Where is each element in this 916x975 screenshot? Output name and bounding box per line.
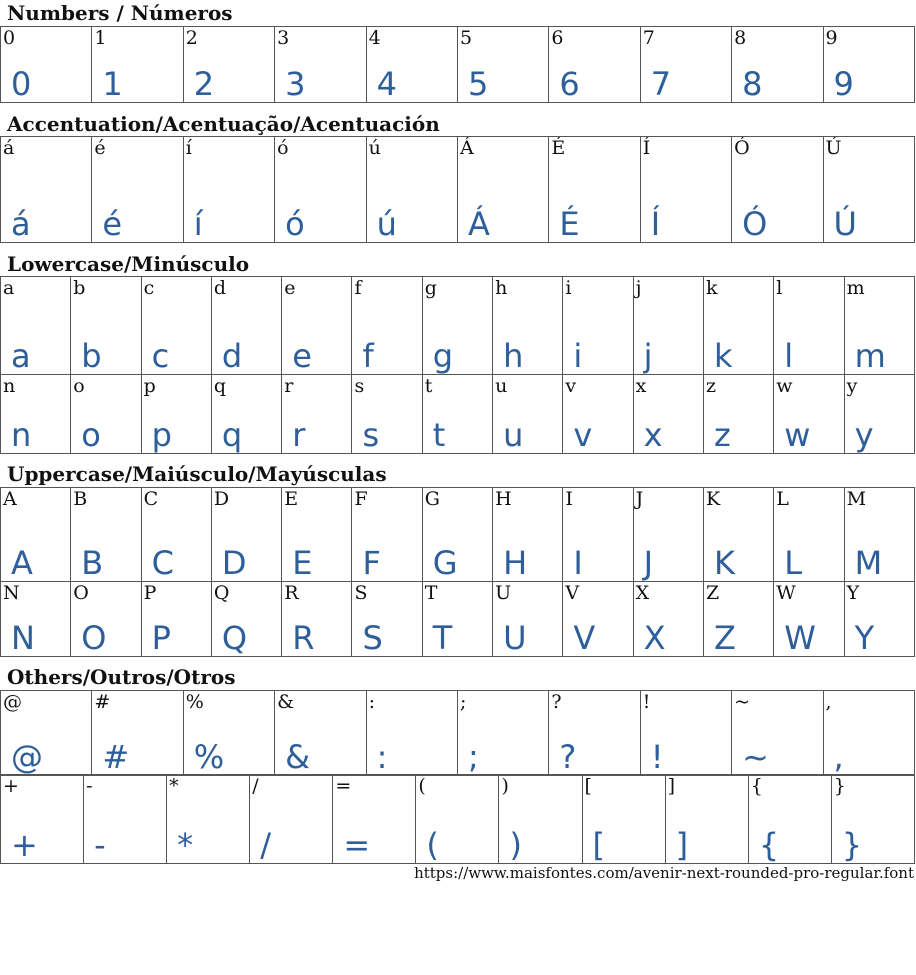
glyph-sample: } xyxy=(841,826,863,864)
glyph-cell xyxy=(633,277,703,375)
character-label: ? xyxy=(551,691,562,713)
character-label: K xyxy=(705,488,721,510)
glyph-sample: V xyxy=(573,619,596,657)
glyph-sample: ? xyxy=(559,738,577,776)
section-title-uppercase: Uppercase/Maiúsculo/Mayúsculas xyxy=(7,462,387,486)
glyph-sample: x xyxy=(643,416,663,454)
character-label: Y xyxy=(846,582,860,604)
glyph-cell xyxy=(823,27,914,103)
glyph-sample: U xyxy=(503,619,527,657)
glyph-sample: S xyxy=(362,619,383,657)
glyph-cell xyxy=(640,137,731,243)
glyph-sample: ! xyxy=(650,738,664,776)
glyph-sample: ; xyxy=(467,738,479,776)
character-label: X xyxy=(635,582,650,604)
character-label: á xyxy=(3,137,15,159)
glyph-sample: í xyxy=(193,205,203,243)
glyph-cell xyxy=(665,775,748,864)
glyph-sample: f xyxy=(362,337,374,375)
glyph-cell xyxy=(633,582,703,657)
glyph-sample: j xyxy=(643,337,653,375)
glyph-cell xyxy=(422,582,492,657)
glyph-sample: 3 xyxy=(285,65,306,103)
glyph-sample: á xyxy=(11,205,31,243)
character-label: Á xyxy=(459,137,474,159)
character-label: n xyxy=(3,375,16,397)
glyph-sample: Q xyxy=(221,619,248,657)
glyph-cell xyxy=(1,691,92,776)
character-label: z xyxy=(705,375,716,397)
glyph-cell xyxy=(71,277,141,375)
character-label: é xyxy=(94,137,106,159)
glyph-cell xyxy=(141,582,211,657)
glyph-cell xyxy=(457,27,548,103)
glyph-cell xyxy=(141,488,211,582)
character-label: a xyxy=(3,277,15,299)
character-label: I xyxy=(565,488,573,510)
character-label: j xyxy=(635,277,642,299)
glyph-cell xyxy=(211,375,281,454)
glyph-sample: l xyxy=(784,337,794,375)
glyph-sample: h xyxy=(503,337,524,375)
glyph-cell xyxy=(92,137,183,243)
glyph-cell xyxy=(563,277,633,375)
glyph-cell xyxy=(493,582,563,657)
glyph-sample: g xyxy=(432,337,454,375)
glyph-sample: ú xyxy=(376,205,397,243)
glyph-cell xyxy=(774,375,844,454)
character-label: T xyxy=(424,582,438,604)
character-label: D xyxy=(213,488,230,510)
glyph-cell xyxy=(183,137,274,243)
glyph-sample: ) xyxy=(509,826,522,864)
glyph-sample: E xyxy=(292,544,313,582)
glyph-cell xyxy=(141,375,211,454)
glyph-cell xyxy=(141,277,211,375)
glyph-sample: e xyxy=(292,337,312,375)
glyph-row xyxy=(1,375,915,454)
section-title-others: Others/Outros/Otros xyxy=(7,665,236,689)
glyph-sample: 5 xyxy=(467,65,489,103)
glyph-sample: 6 xyxy=(559,65,580,103)
character-label: R xyxy=(284,582,299,604)
glyph-cell xyxy=(352,582,422,657)
glyph-cell xyxy=(422,375,492,454)
glyph-sample: F xyxy=(362,544,381,582)
glyph-cell xyxy=(774,277,844,375)
glyph-cell xyxy=(333,775,416,864)
glyph-sample: 2 xyxy=(193,65,215,103)
glyph-cell xyxy=(703,277,773,375)
glyph-sample: W xyxy=(784,619,816,657)
glyph-sample: M xyxy=(854,544,883,582)
character-label: 3 xyxy=(277,27,290,49)
character-label: F xyxy=(354,488,368,510)
glyph-sample: Z xyxy=(713,619,736,657)
glyph-sample: q xyxy=(221,416,243,454)
character-label: - xyxy=(86,775,93,797)
character-label: Í xyxy=(642,137,651,159)
glyph-sample: w xyxy=(784,416,811,454)
glyph-cell xyxy=(71,582,141,657)
glyph-cell xyxy=(549,137,640,243)
character-label: 8 xyxy=(734,27,747,49)
character-label: g xyxy=(424,277,437,299)
glyph-cell xyxy=(844,582,914,657)
section-title-accents: Accentuation/Acentuação/Acentuación xyxy=(7,112,440,136)
section-title-lowercase: Lowercase/Minúsculo xyxy=(7,252,250,276)
character-label: q xyxy=(213,375,227,397)
glyph-cell xyxy=(275,27,366,103)
glyph-sample: 9 xyxy=(833,65,854,103)
glyph-cell xyxy=(831,775,914,864)
glyph-cell xyxy=(352,375,422,454)
glyph-table-accents xyxy=(0,136,915,243)
source-url[interactable]: https://www.maisfontes.com/avenir-next-rounded-pro-regular.font xyxy=(414,864,914,882)
glyph-sample: o xyxy=(81,416,101,454)
glyph-sample: B xyxy=(81,544,104,582)
glyph-sample: Y xyxy=(854,619,875,657)
glyph-sample: 0 xyxy=(11,65,32,103)
glyph-sample: % xyxy=(193,738,225,776)
character-label: i xyxy=(565,277,572,299)
glyph-cell xyxy=(282,277,352,375)
character-label: * xyxy=(169,775,179,797)
character-label: C xyxy=(143,488,159,510)
glyph-sample: s xyxy=(362,416,380,454)
glyph-sample: : xyxy=(376,738,388,776)
glyph-cell xyxy=(250,775,333,864)
glyph-sample: J xyxy=(643,544,654,582)
glyph-cell xyxy=(1,137,92,243)
glyph-cell xyxy=(167,775,250,864)
glyph-sample: K xyxy=(713,544,735,582)
glyph-cell xyxy=(211,488,281,582)
glyph-cell xyxy=(1,375,71,454)
character-label: v xyxy=(565,375,577,397)
glyph-cell xyxy=(549,27,640,103)
glyph-sample: i xyxy=(573,337,583,375)
glyph-cell xyxy=(366,137,457,243)
character-label: 5 xyxy=(459,27,473,49)
glyph-cell xyxy=(1,775,84,864)
character-label: r xyxy=(284,375,294,397)
glyph-cell xyxy=(211,582,281,657)
glyph-sample: R xyxy=(292,619,315,657)
character-label: x xyxy=(635,375,647,397)
glyph-cell xyxy=(183,27,274,103)
glyph-cell xyxy=(493,488,563,582)
character-label: b xyxy=(73,277,86,299)
glyph-cell xyxy=(282,488,352,582)
character-label: É xyxy=(551,137,566,159)
glyph-cell xyxy=(366,27,457,103)
glyph-sample: v xyxy=(573,416,593,454)
glyph-cell xyxy=(71,488,141,582)
character-label: V xyxy=(565,582,580,604)
character-label: 4 xyxy=(368,27,381,49)
glyph-sample: N xyxy=(11,619,35,657)
character-label: ó xyxy=(277,137,289,159)
character-label: = xyxy=(335,775,352,797)
character-label: L xyxy=(776,488,789,510)
glyph-cell xyxy=(275,137,366,243)
glyph-sample: a xyxy=(11,337,31,375)
glyph-sample: & xyxy=(285,738,311,776)
glyph-cell xyxy=(422,277,492,375)
glyph-sample: # xyxy=(102,738,130,776)
glyph-cell xyxy=(457,691,548,776)
glyph-cell xyxy=(774,582,844,657)
character-label: ú xyxy=(368,137,381,159)
glyph-cell xyxy=(563,488,633,582)
glyph-cell xyxy=(493,277,563,375)
glyph-sample: ] xyxy=(675,826,689,864)
character-label: J xyxy=(635,488,644,510)
glyph-sample: n xyxy=(11,416,32,454)
glyph-sample: 1 xyxy=(102,65,123,103)
glyph-sample: = xyxy=(343,826,371,864)
glyph-sample: u xyxy=(503,416,524,454)
glyph-sample: X xyxy=(643,619,666,657)
character-label: 0 xyxy=(3,27,16,49)
glyph-sample: A xyxy=(11,544,33,582)
glyph-row xyxy=(1,27,915,103)
glyph-sample: - xyxy=(94,826,106,864)
glyph-cell xyxy=(703,488,773,582)
glyph-sample: L xyxy=(784,544,803,582)
character-label: H xyxy=(495,488,512,510)
glyph-cell xyxy=(282,582,352,657)
glyph-sample: [ xyxy=(592,826,606,864)
glyph-table-others xyxy=(0,690,915,776)
character-label: ; xyxy=(459,691,467,713)
glyph-sample: É xyxy=(559,205,580,243)
glyph-cell xyxy=(1,27,92,103)
character-label: y xyxy=(846,375,858,397)
glyph-sample: é xyxy=(102,205,123,243)
character-label: c xyxy=(143,277,155,299)
glyph-sample: @ xyxy=(11,738,43,776)
glyph-cell xyxy=(366,691,457,776)
glyph-cell xyxy=(549,691,640,776)
glyph-sample: b xyxy=(81,337,102,375)
character-label: m xyxy=(846,277,865,299)
character-label: ( xyxy=(418,775,426,797)
glyph-cell xyxy=(1,277,71,375)
glyph-cell xyxy=(732,137,823,243)
character-label: 2 xyxy=(185,27,198,49)
glyph-cell xyxy=(71,375,141,454)
glyph-sample: I xyxy=(573,544,583,582)
character-label: s xyxy=(354,375,365,397)
glyph-cell xyxy=(499,775,582,864)
glyph-sample: + xyxy=(11,826,38,864)
character-label: A xyxy=(3,488,17,510)
glyph-sample: 4 xyxy=(376,65,397,103)
glyph-row xyxy=(1,775,915,864)
glyph-sample: / xyxy=(260,826,272,864)
character-label: % xyxy=(185,691,204,713)
glyph-cell xyxy=(416,775,499,864)
character-label: P xyxy=(143,582,157,604)
character-label: [ xyxy=(584,775,592,797)
character-label: 1 xyxy=(94,27,107,49)
character-label: + xyxy=(3,775,19,797)
glyph-cell xyxy=(352,488,422,582)
character-label: 9 xyxy=(825,27,838,49)
character-label: U xyxy=(495,582,512,604)
character-label: d xyxy=(213,277,227,299)
glyph-sample: H xyxy=(503,544,528,582)
character-label: e xyxy=(284,277,296,299)
character-label: : xyxy=(368,691,375,713)
glyph-sample: d xyxy=(221,337,243,375)
glyph-cell xyxy=(1,488,71,582)
glyph-sample: t xyxy=(432,416,446,454)
glyph-cell xyxy=(703,375,773,454)
section-title-numbers: Numbers / Números xyxy=(7,1,233,25)
glyph-sample: c xyxy=(151,337,170,375)
glyph-row xyxy=(1,488,915,582)
character-label: w xyxy=(776,375,793,397)
glyph-cell xyxy=(823,691,914,776)
glyph-sample: G xyxy=(432,544,458,582)
glyph-cell xyxy=(844,277,914,375)
character-label: Q xyxy=(213,582,230,604)
glyph-sample: z xyxy=(713,416,731,454)
glyph-sample: Ú xyxy=(833,205,857,243)
character-label: o xyxy=(73,375,85,397)
glyph-cell xyxy=(844,488,914,582)
character-label: , xyxy=(825,691,832,713)
glyph-cell xyxy=(92,691,183,776)
glyph-cell xyxy=(422,488,492,582)
glyph-row xyxy=(1,137,915,243)
glyph-cell xyxy=(703,582,773,657)
glyph-sample: ( xyxy=(426,826,439,864)
glyph-cell xyxy=(493,375,563,454)
glyph-cell xyxy=(748,775,831,864)
glyph-sample: { xyxy=(758,826,780,864)
character-label: Ó xyxy=(734,137,750,159)
glyph-row xyxy=(1,582,915,657)
glyph-cell xyxy=(92,27,183,103)
character-label: t xyxy=(424,375,433,397)
glyph-sample: Á xyxy=(467,205,490,243)
glyph-sample: Ó xyxy=(742,205,768,243)
glyph-sample: O xyxy=(81,619,107,657)
glyph-cell xyxy=(183,691,274,776)
character-label: u xyxy=(495,375,508,397)
glyph-sample: * xyxy=(177,826,194,864)
glyph-cell xyxy=(582,775,665,864)
glyph-sample: k xyxy=(713,337,733,375)
character-label: O xyxy=(73,582,89,604)
glyph-cell xyxy=(633,375,703,454)
character-label: 7 xyxy=(642,27,655,49)
glyph-table-numbers xyxy=(0,26,915,103)
character-label: & xyxy=(277,691,295,713)
glyph-sample: 7 xyxy=(650,65,672,103)
glyph-sample: p xyxy=(151,416,172,454)
glyph-cell xyxy=(633,488,703,582)
character-label: ) xyxy=(501,775,509,797)
glyph-cell xyxy=(563,375,633,454)
glyph-cell xyxy=(844,375,914,454)
glyph-cell xyxy=(352,277,422,375)
glyph-cell xyxy=(1,582,71,657)
glyph-sample: y xyxy=(854,416,874,454)
character-label: W xyxy=(776,582,796,604)
glyph-table-lowercase xyxy=(0,276,915,454)
glyph-sample: D xyxy=(221,544,247,582)
glyph-cell xyxy=(640,27,731,103)
glyph-sample: C xyxy=(151,544,174,582)
glyph-cell xyxy=(84,775,167,864)
glyph-sample: m xyxy=(854,337,886,375)
glyph-sample: ~ xyxy=(742,738,769,776)
character-label: 6 xyxy=(551,27,564,49)
glyph-table-others-extra xyxy=(0,774,915,864)
character-label: N xyxy=(3,582,20,604)
character-label: # xyxy=(94,691,111,713)
glyph-cell xyxy=(275,691,366,776)
glyph-cell xyxy=(282,375,352,454)
glyph-sample: P xyxy=(151,619,171,657)
glyph-sample: T xyxy=(432,619,453,657)
glyph-sample: ó xyxy=(285,205,305,243)
character-label: k xyxy=(705,277,718,299)
character-label: G xyxy=(424,488,440,510)
character-label: M xyxy=(846,488,867,510)
character-label: @ xyxy=(3,691,22,713)
character-label: B xyxy=(73,488,88,510)
character-label: ] xyxy=(667,775,676,797)
glyph-cell xyxy=(774,488,844,582)
character-label: } xyxy=(833,775,846,797)
glyph-row xyxy=(1,691,915,776)
glyph-cell xyxy=(732,691,823,776)
glyph-cell xyxy=(211,277,281,375)
glyph-row xyxy=(1,277,915,375)
character-label: Ú xyxy=(825,137,842,159)
character-label: í xyxy=(185,137,192,159)
glyph-table-uppercase xyxy=(0,487,915,657)
character-label: f xyxy=(354,277,362,299)
character-label: ! xyxy=(642,691,651,713)
glyph-cell xyxy=(823,137,914,243)
glyph-cell xyxy=(457,137,548,243)
character-label: { xyxy=(750,775,763,797)
character-label: p xyxy=(143,375,156,397)
glyph-cell xyxy=(640,691,731,776)
character-label: l xyxy=(776,277,783,299)
character-label: S xyxy=(354,582,368,604)
character-label: h xyxy=(495,277,508,299)
character-label: ~ xyxy=(734,691,751,713)
glyph-sample: 8 xyxy=(742,65,763,103)
character-label: / xyxy=(252,775,259,797)
character-label: E xyxy=(284,488,299,510)
character-label: Z xyxy=(705,582,720,604)
glyph-sample: r xyxy=(292,416,306,454)
glyph-cell xyxy=(563,582,633,657)
glyph-sample: Í xyxy=(650,205,661,243)
glyph-sample: , xyxy=(833,738,844,776)
glyph-cell xyxy=(732,27,823,103)
